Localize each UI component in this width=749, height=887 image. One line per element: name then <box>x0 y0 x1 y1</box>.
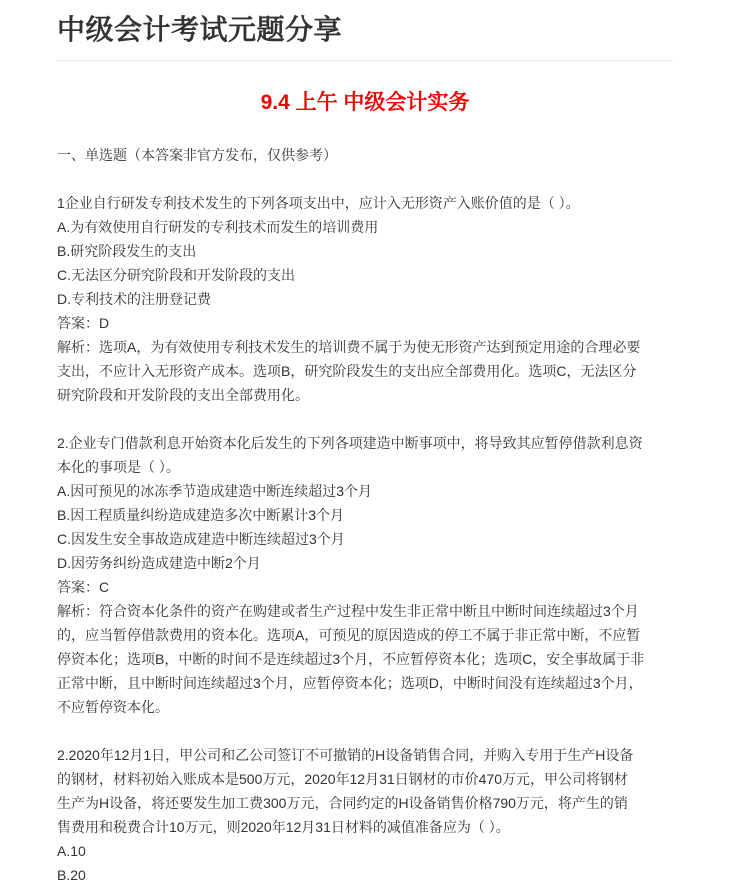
page-title: 中级会计考试元题分享 <box>57 14 343 45</box>
analysis: 支出，不应计入无形资产成本。选项B，研究阶段发生的支出应全部费用化。选项C，无法区分 <box>57 363 637 379</box>
spacer <box>57 167 697 191</box>
question-stem: 2.2020年12月1日，甲公司和乙公司签订不可撤销的H设备销售合同，并购入专用于生产H设备 <box>57 747 634 763</box>
question-option: D.专利技术的注册登记费 <box>57 291 211 307</box>
question-stem: 的钢材，材料初始入账成本是500万元，2020年12月31日钢材的市价470万元，甲公司将钢材 <box>57 771 629 787</box>
question-option: C.因发生安全事故造成建造中断连续超过3个月 <box>57 531 345 547</box>
question-option: C.无法区分研究阶段和开发阶段的支出 <box>57 267 295 283</box>
analysis: 解析：选项A，为有效使用专利技术发生的培训费不属于为使无形资产达到预定用途的合理必要 <box>57 339 641 355</box>
spacer <box>57 719 697 743</box>
analysis: 的，应当暂停借款费用的资本化。选项A，可预见的原因造成的停工不属于非正常中断，不应暂 <box>57 627 641 643</box>
answer: 答案：D <box>57 315 110 331</box>
analysis: 正常中断，且中断时间连续超过3个月，应暂停资本化；选项D，中断时间没有连续超过3个月， <box>57 675 643 691</box>
answer: 答案：C <box>57 579 110 595</box>
divider <box>57 60 673 61</box>
analysis: 不应暂停资本化。 <box>57 699 169 715</box>
analysis: 停资本化；选项B，中断的时间不是连续超过3个月，不应暂停资本化；选项C，安全事故属于非 <box>57 651 645 667</box>
analysis: 解析：符合资本化条件的资产在购建或者生产过程中发生非正常中断且中断时间连续超过3个月 <box>57 603 639 619</box>
question-stem: 生产为H设备，将还要发生加工费300万元，合同约定的H设备销售价格790万元，将产生的销 <box>57 795 628 811</box>
section-heading: 一、单选题（本答案非官方发布，仅供参考） <box>57 147 337 163</box>
article-body <box>57 143 697 887</box>
question-stem: 本化的事项是（ ）。 <box>57 459 180 475</box>
question-option: A.10 <box>57 843 86 859</box>
question-stem: 售费用和税费合计10万元，则2020年12月31日材料的减值准备应为（ ）。 <box>57 819 510 835</box>
analysis: 研究阶段和开发阶段的支出全部费用化。 <box>57 387 309 403</box>
question-option: D.因劳务纠纷造成建造中断2个月 <box>57 555 261 571</box>
spacer <box>57 407 697 431</box>
question-stem: 1企业自行研发专利技术发生的下列各项支出中，应计入无形资产入账价值的是（ ）。 <box>57 195 580 211</box>
question-option: B.20 <box>57 867 86 883</box>
exam-subtitle: 9.4 上午 中级会计实务 <box>260 91 470 114</box>
question-option: B.研究阶段发生的支出 <box>57 243 197 259</box>
question-option: A.因可预见的冰冻季节造成建造中断连续超过3个月 <box>57 483 373 499</box>
question-option: A.为有效使用自行研发的专利技术而发生的培训费用 <box>57 219 379 235</box>
question-stem: 2.企业专门借款利息开始资本化后发生的下列各项建造中断事项中，将导致其应暂停借款利息资 <box>57 435 643 451</box>
question-option: B.因工程质量纠纷造成建造多次中断累计3个月 <box>57 507 345 523</box>
